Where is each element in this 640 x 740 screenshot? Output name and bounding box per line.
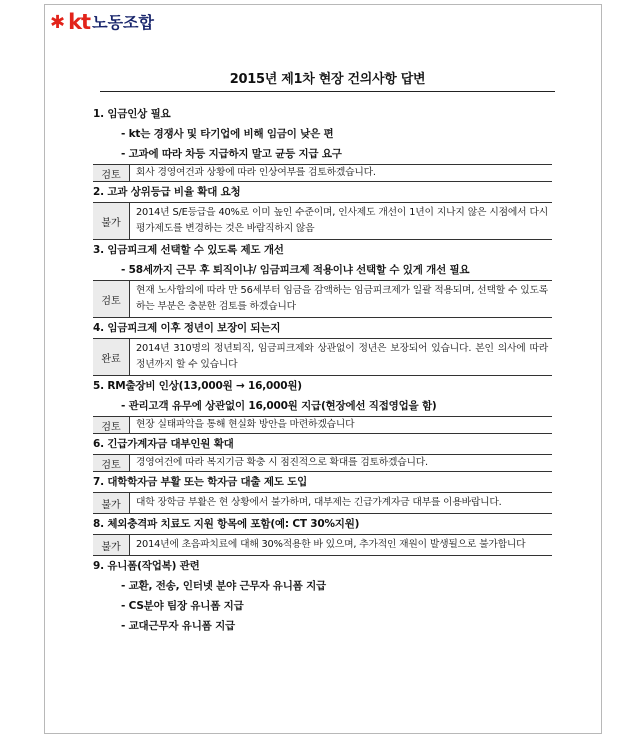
response-row: [93, 455, 552, 472]
item-subpoint: - CS분야 팀장 유니폼 지급: [121, 600, 244, 612]
status-label: 검토: [93, 281, 130, 317]
item-subpoint: - kt는 경쟁사 및 타기업에 비해 임금이 낮은 편: [121, 128, 334, 140]
logo-union-text: 노동조합: [92, 12, 154, 32]
status-label: 완료: [93, 339, 130, 375]
item-heading: 5. RM출장비 인상(13,000원 → 16,000원): [93, 380, 302, 392]
item-heading: 4. 임금피크제 이후 정년이 보장이 되는지: [93, 318, 552, 339]
response-text: 경영여건에 따라 복지기금 확충 시 점진적으로 확대를 검토하겠습니다.: [136, 457, 428, 468]
response-row: [93, 280, 552, 318]
title-underline: [100, 91, 555, 92]
item-subpoint: - 고과에 따라 차등 지급하지 말고 균등 지급 요구: [121, 148, 342, 160]
logo-kt-text: kt: [68, 10, 91, 34]
item-heading: 8. 체외충격파 치료도 지원 항목에 포함(예: CT 30%지원): [93, 514, 552, 535]
item-subpoint: - 교대근무자 유니폼 지급: [121, 620, 235, 632]
response-row: [93, 339, 552, 376]
status-label: 검토: [93, 455, 130, 471]
response-text: 현재 노사합의에 따라 만 56세부터 임금을 감액하는 임금피크제가 일괄 적용되며, 선택할 수 있도록 하는 부분은 충분한 검토를 하겠습니다: [136, 285, 548, 312]
suggestion-list: [93, 104, 552, 636]
status-label: 검토: [93, 165, 130, 181]
response-text: 대학 장학금 부활은 현 상황에서 불가하며, 대부제는 긴급가계자금 대부를 이용바랍니다.: [136, 497, 502, 508]
item-heading: 7. 대학학자금 부활 또는 학자금 대출 제도 도입: [93, 472, 552, 493]
kt-union-logo: [50, 12, 154, 33]
item-heading: 3. 임금피크제 선택할 수 있도록 제도 개선: [93, 244, 284, 256]
item-heading: 2. 고과 상위등급 비율 확대 요청: [93, 182, 552, 203]
status-label: 불가: [93, 203, 130, 239]
response-text: 2014년에 초음파치료에 대해 30%적용한 바 있으며, 추가적인 재원이 발생될으로 불가합니다: [136, 539, 526, 550]
item-heading: 9. 유니폼(작업복) 관련: [93, 560, 200, 572]
response-text: 2014년 S/E등급을 40%로 이미 높인 수준이며, 인사제도 개선이 1년이 지나지 않은 시점에서 다시 평가제도를 변경하는 것은 바람직하지 않음: [136, 207, 548, 234]
response-text: 회사 경영여건과 상황에 따라 인상여부를 검토하겠습니다.: [136, 167, 376, 178]
item-subpoint: - 58세까지 근무 후 퇴직이냐/ 임금피크제 적용이냐 선택할 수 있게 개선 필요: [121, 264, 470, 276]
status-label: 검토: [93, 417, 130, 433]
response-row: [93, 203, 552, 240]
status-label: 불가: [93, 493, 130, 513]
item-subpoint: - 관리고객 유무에 상관없이 16,000원 지급(현장에선 직접영업을 함): [121, 400, 437, 412]
item-heading: 6. 긴급가계자금 대부인원 확대: [93, 434, 552, 455]
response-row: [93, 416, 552, 434]
status-label: 불가: [93, 535, 130, 555]
item-subpoint: - 교환, 전송, 인터넷 분야 근무자 유니폼 지급: [121, 580, 326, 592]
document-title: 2015년 제1차 현장 건의사항 답변: [229, 72, 426, 87]
item-heading: 1. 임금인상 필요: [93, 108, 171, 120]
response-row: [93, 493, 552, 514]
response-row: [93, 164, 552, 182]
kt-star-icon: ✱: [50, 11, 66, 33]
response-text: 2014년 310명의 정년퇴직, 임금피크제와 상관없이 정년은 보장되어 있습니다. 본인 의사에 따라 정년까지 할 수 있습니다: [136, 343, 548, 370]
response-text: 현장 실태파악을 통해 현실화 방안을 마련하겠습니다: [136, 419, 355, 430]
response-row: [93, 535, 552, 556]
